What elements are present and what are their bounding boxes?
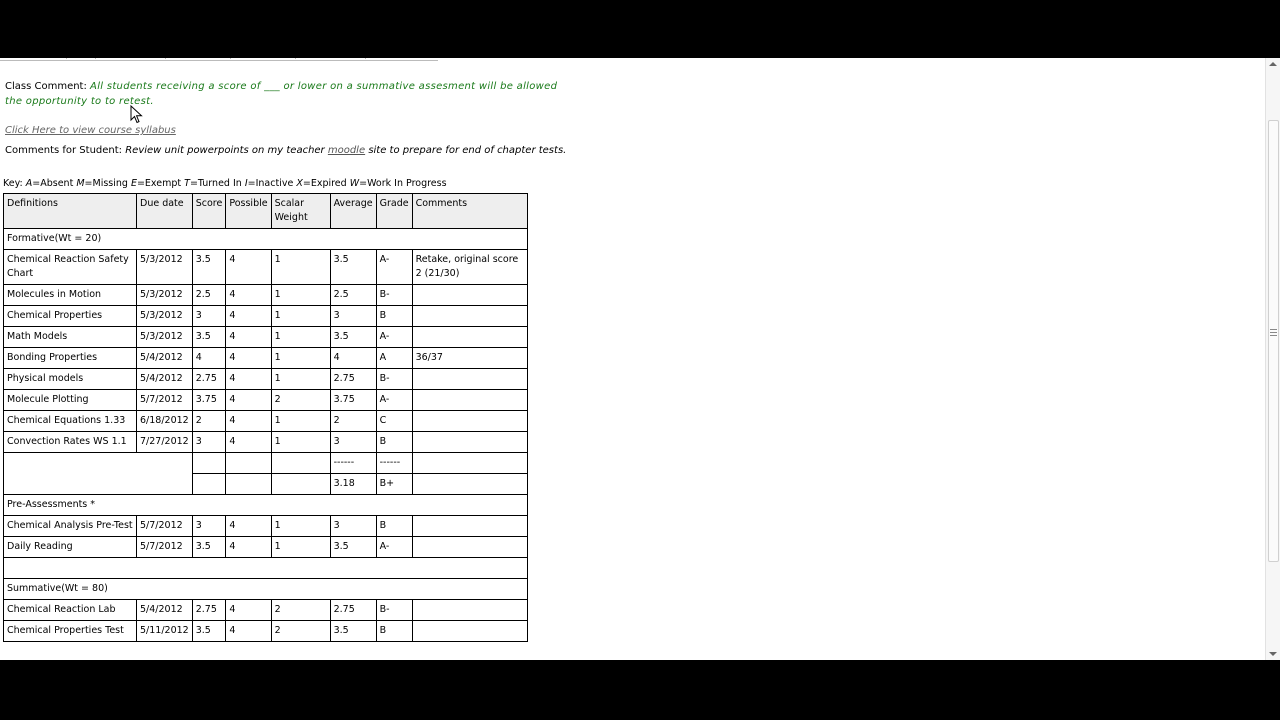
assignment-name: Chemical Reaction Safety Chart xyxy=(4,250,137,285)
score: 3 xyxy=(192,306,226,327)
separator-row xyxy=(4,453,528,474)
score: 3.75 xyxy=(192,390,226,411)
scalar-weight: 1 xyxy=(271,306,330,327)
scalar-weight: 1 xyxy=(271,285,330,306)
key-code: M xyxy=(76,178,85,189)
column-header: Comments xyxy=(412,194,527,229)
score: 2.75 xyxy=(192,369,226,390)
section-average: 3.18 xyxy=(330,474,376,495)
assignment-name: Chemical Properties Test xyxy=(4,621,137,642)
student-comment xyxy=(5,145,566,156)
due-date: 5/7/2012 xyxy=(137,516,193,537)
comment xyxy=(412,369,527,390)
table-row xyxy=(4,411,528,432)
table-header-row xyxy=(4,194,528,229)
key-meaning: =Exempt xyxy=(136,178,182,189)
comment xyxy=(412,411,527,432)
section-title: Pre-Assessments * xyxy=(4,495,528,516)
due-date: 7/27/2012 xyxy=(137,432,193,453)
average: 3.75 xyxy=(330,390,376,411)
blank-cell xyxy=(4,453,193,495)
class-comment xyxy=(5,79,565,109)
score: 2 xyxy=(192,411,226,432)
column-header: Definitions xyxy=(4,194,137,229)
key-meaning: =Turned In xyxy=(189,178,242,189)
key-code: I xyxy=(244,178,248,189)
assignment-name: Convection Rates WS 1.1 xyxy=(4,432,137,453)
scalar-weight: 1 xyxy=(271,411,330,432)
grade: A- xyxy=(376,327,412,348)
scalar-weight: 1 xyxy=(271,432,330,453)
section-row xyxy=(4,495,528,516)
comment: 36/37 xyxy=(412,348,527,369)
key-meaning: =Expired xyxy=(302,178,347,189)
possible: 4 xyxy=(226,621,271,642)
table-row xyxy=(4,306,528,327)
student-comment-text-before: Review unit powerpoints on my teacher xyxy=(125,145,325,156)
score: 3.5 xyxy=(192,250,226,285)
due-date: 5/3/2012 xyxy=(137,250,193,285)
table-row xyxy=(4,390,528,411)
score: 3.5 xyxy=(192,537,226,558)
section-grade: B+ xyxy=(376,474,412,495)
column-header: Average xyxy=(330,194,376,229)
grip-icon xyxy=(1270,329,1277,337)
grade: C xyxy=(376,411,412,432)
scalar-weight: 2 xyxy=(271,600,330,621)
due-date: 6/18/2012 xyxy=(137,411,193,432)
section-row xyxy=(4,579,528,600)
score: 2.75 xyxy=(192,600,226,621)
top-divider xyxy=(0,58,438,61)
scroll-thumb[interactable] xyxy=(1268,120,1279,562)
assignment-name: Math Models xyxy=(4,327,137,348)
possible: 4 xyxy=(226,390,271,411)
due-date: 5/7/2012 xyxy=(137,537,193,558)
blank-cell xyxy=(4,558,528,579)
key-meaning: =Work In Progress xyxy=(359,178,447,189)
column-header: Due date xyxy=(137,194,193,229)
comment xyxy=(412,621,527,642)
grade: A- xyxy=(376,250,412,285)
table-row xyxy=(4,327,528,348)
mouse-pointer-icon xyxy=(130,105,144,125)
student-comment-text-after: site to prepare for end of chapter tests. xyxy=(368,145,567,156)
key-meaning: =Inactive xyxy=(247,178,294,189)
average: 3 xyxy=(330,516,376,537)
grade: B- xyxy=(376,369,412,390)
due-date: 5/4/2012 xyxy=(137,348,193,369)
column-header: Scalar Weight xyxy=(271,194,330,229)
blank-cell xyxy=(412,453,527,474)
comment xyxy=(412,432,527,453)
scalar-weight: 2 xyxy=(271,621,330,642)
average: 2.75 xyxy=(330,600,376,621)
blank-cell xyxy=(271,474,330,495)
grades-table xyxy=(3,193,528,642)
key-meaning: =Missing xyxy=(84,178,128,189)
key-code: X xyxy=(296,178,303,189)
average: 2.5 xyxy=(330,285,376,306)
possible: 4 xyxy=(226,432,271,453)
grade: B xyxy=(376,516,412,537)
assignment-name: Daily Reading xyxy=(4,537,137,558)
due-date: 5/4/2012 xyxy=(137,600,193,621)
key-label: Key: xyxy=(3,178,23,189)
comment xyxy=(412,327,527,348)
average: 4 xyxy=(330,348,376,369)
score: 3 xyxy=(192,516,226,537)
browser-viewport xyxy=(0,58,1280,660)
score: 2.5 xyxy=(192,285,226,306)
column-header: Score xyxy=(192,194,226,229)
scalar-weight: 2 xyxy=(271,390,330,411)
section-title: Formative(Wt = 20) xyxy=(4,229,528,250)
grade: A- xyxy=(376,390,412,411)
grade: B- xyxy=(376,600,412,621)
table-row xyxy=(4,432,528,453)
average: 3.5 xyxy=(330,537,376,558)
table-row xyxy=(4,369,528,390)
blank-cell xyxy=(226,474,271,495)
comment: Retake, original score 2 (21/30) xyxy=(412,250,527,285)
possible: 4 xyxy=(226,285,271,306)
key-code: E xyxy=(130,178,137,189)
column-header: Grade xyxy=(376,194,412,229)
blank-cell xyxy=(192,474,226,495)
legend-key xyxy=(3,178,447,189)
table-row xyxy=(4,600,528,621)
possible: 4 xyxy=(226,411,271,432)
spacer-row xyxy=(4,558,528,579)
class-comment-text: All students receiving a score of ___ or lower on a summative assesment will be allowed the opportunity to to retest. xyxy=(5,81,558,107)
scalar-weight: 1 xyxy=(271,327,330,348)
table-row xyxy=(4,348,528,369)
score: 3.5 xyxy=(192,621,226,642)
scalar-weight: 1 xyxy=(271,516,330,537)
class-comment-label: Class Comment: xyxy=(5,81,87,92)
possible: 4 xyxy=(226,369,271,390)
average: 3.5 xyxy=(330,250,376,285)
section-title: Summative(Wt = 80) xyxy=(4,579,528,600)
possible: 4 xyxy=(226,327,271,348)
grade-separator: ------ xyxy=(376,453,412,474)
score: 3.5 xyxy=(192,327,226,348)
possible: 4 xyxy=(226,516,271,537)
key-meaning: =Absent xyxy=(32,178,74,189)
blank-cell xyxy=(271,453,330,474)
assignment-name: Chemical Properties xyxy=(4,306,137,327)
grade: B xyxy=(376,432,412,453)
assignment-name: Chemical Equations 1.33 xyxy=(4,411,137,432)
blank-cell xyxy=(412,474,527,495)
average: 3.5 xyxy=(330,621,376,642)
comment xyxy=(412,516,527,537)
possible: 4 xyxy=(226,348,271,369)
average: 2.75 xyxy=(330,369,376,390)
key-code: W xyxy=(349,178,360,189)
grade: B- xyxy=(376,285,412,306)
blank-cell xyxy=(226,453,271,474)
comment xyxy=(412,306,527,327)
column-header: Possible xyxy=(226,194,271,229)
table-row xyxy=(4,537,528,558)
scalar-weight: 1 xyxy=(271,537,330,558)
possible: 4 xyxy=(226,600,271,621)
possible: 4 xyxy=(226,537,271,558)
scroll-down-icon[interactable] xyxy=(1269,652,1277,656)
average: 2 xyxy=(330,411,376,432)
grade: A- xyxy=(376,537,412,558)
vertical-scrollbar[interactable] xyxy=(1265,58,1280,660)
assignment-name: Molecules in Motion xyxy=(4,285,137,306)
due-date: 5/11/2012 xyxy=(137,621,193,642)
assignment-name: Bonding Properties xyxy=(4,348,137,369)
due-date: 5/4/2012 xyxy=(137,369,193,390)
possible: 4 xyxy=(226,250,271,285)
blank-cell xyxy=(192,453,226,474)
comment xyxy=(412,537,527,558)
possible: 4 xyxy=(226,306,271,327)
assignment-name: Chemical Reaction Lab xyxy=(4,600,137,621)
table-row xyxy=(4,250,528,285)
average: 3 xyxy=(330,432,376,453)
assignment-name: Chemical Analysis Pre-Test xyxy=(4,516,137,537)
score: 4 xyxy=(192,348,226,369)
grade: B xyxy=(376,306,412,327)
due-date: 5/3/2012 xyxy=(137,327,193,348)
average-separator: ------ xyxy=(330,453,376,474)
comment xyxy=(412,600,527,621)
key-code: A xyxy=(25,178,33,189)
scalar-weight: 1 xyxy=(271,250,330,285)
due-date: 5/7/2012 xyxy=(137,390,193,411)
average: 3.5 xyxy=(330,327,376,348)
student-comment-label: Comments for Student: xyxy=(5,145,123,156)
assignment-name: Physical models xyxy=(4,369,137,390)
grade: B xyxy=(376,621,412,642)
section-row xyxy=(4,229,528,250)
moodle-link[interactable]: moodle xyxy=(327,145,366,156)
average: 3 xyxy=(330,306,376,327)
grade-report-page xyxy=(0,58,1266,660)
table-row xyxy=(4,516,528,537)
comment xyxy=(412,390,527,411)
key-code: T xyxy=(184,178,190,189)
grade: A xyxy=(376,348,412,369)
table-row xyxy=(4,621,528,642)
scalar-weight: 1 xyxy=(271,348,330,369)
syllabus-link[interactable]: Click Here to view course syllabus xyxy=(5,125,176,136)
score: 3 xyxy=(192,432,226,453)
comment xyxy=(412,285,527,306)
scalar-weight: 1 xyxy=(271,369,330,390)
due-date: 5/3/2012 xyxy=(137,306,193,327)
due-date: 5/3/2012 xyxy=(137,285,193,306)
table-row xyxy=(4,285,528,306)
scroll-up-icon[interactable] xyxy=(1269,62,1277,66)
assignment-name: Molecule Plotting xyxy=(4,390,137,411)
